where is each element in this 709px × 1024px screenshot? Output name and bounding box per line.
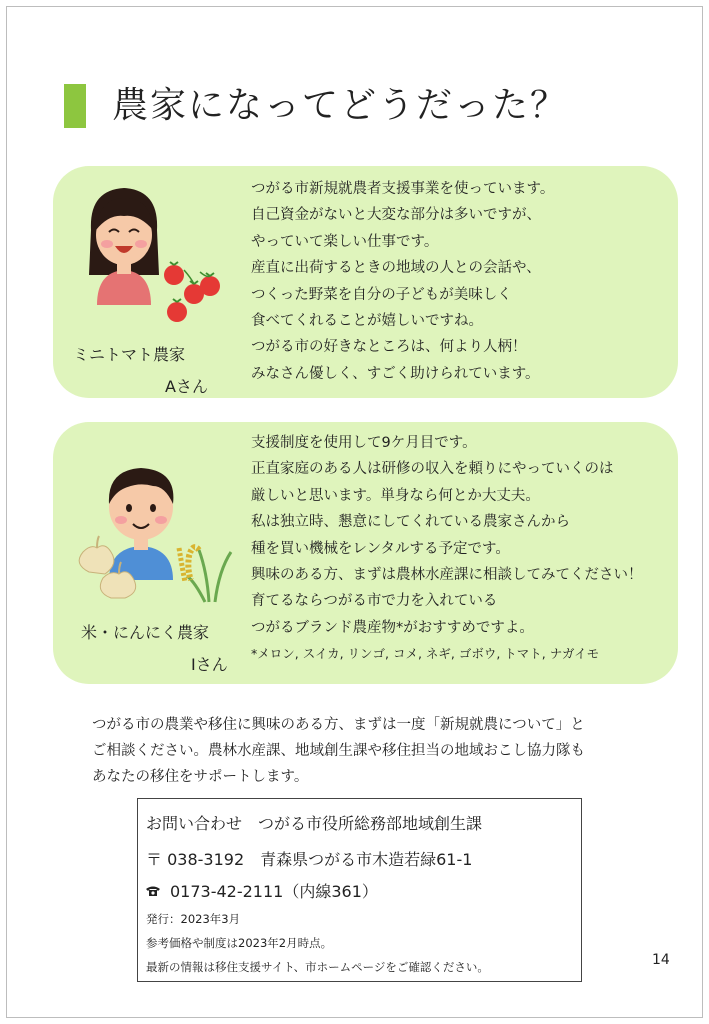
testimonial-line: 種を買い機械をレンタルする予定です。 — [251, 540, 510, 557]
issued-date: 発行：2023年3月 — [146, 912, 241, 926]
woman-farmer-illustration — [79, 180, 229, 330]
testimonial-line: やっていて楽しい仕事です。 — [251, 233, 439, 250]
intro-line: つがる市の農業や移住に興味のある方、まずは一度「新規就農について」と — [92, 717, 585, 733]
testimonial-line: 食べてくれることが嬉しいですね。 — [251, 313, 483, 330]
phone-icon — [146, 885, 160, 897]
testimonial-card-i — [53, 422, 678, 684]
page-title: 農家になってどうだった？ — [112, 85, 569, 126]
title-accent-bar — [64, 84, 86, 128]
rice-plant-icon — [179, 547, 231, 602]
page-number: 14 — [652, 952, 670, 968]
testimonial-line: つがる市の好きなところは、何より人柄！ — [251, 339, 527, 356]
reference-note: 参考価格や制度は2023年2月時点。 — [146, 936, 333, 950]
farmer-i-name: Iさん — [191, 655, 228, 674]
brand-products-note: *メロン, スイカ, リンゴ, コメ, ネギ, ゴボウ, トマト, ナガイモ — [251, 646, 600, 661]
testimonial-line: みなさん優しく、すごく助けられています。 — [251, 365, 540, 382]
testimonial-line: 産直に出荷するときの地域の人との会話や、 — [251, 260, 541, 277]
testimonial-line: 自己資金がないと大変な部分は多いですが、 — [251, 207, 541, 224]
testimonial-card-a — [53, 166, 678, 398]
farmer-a-name: Aさん — [165, 377, 208, 396]
latest-info-note: 最新の情報は移住支援サイト、市ホームページをご確認ください。 — [146, 960, 489, 974]
intro-line: ご相談ください。農林水産課、地域創生課や移住担当の地域おこし協力隊も — [92, 743, 585, 759]
contact-title: お問い合わせ つがる市役所総務部地域創生課 — [146, 814, 483, 833]
testimonial-line: 正直家庭のある人は研修の収入を頼りにやっていくのは — [251, 461, 614, 478]
testimonial-line: 私は独立時、懇意にしてくれている農家さんから — [251, 514, 570, 531]
intro-paragraph — [92, 712, 585, 790]
testimonial-i-text — [251, 430, 643, 641]
contact-address: 〒 038-3192 青森県つがる市木造若緑61-1 — [146, 850, 473, 869]
farmer-a-type: ミニトマト農家 — [73, 345, 186, 364]
testimonial-line: 支援制度を使用して9ケ月目です。 — [251, 435, 477, 451]
farmer-i-type: 米・にんにく農家 — [81, 623, 210, 642]
testimonial-line: 興味のある方、まずは農林水産課に相談してみてください！ — [251, 567, 643, 584]
man-farmer-illustration — [69, 452, 239, 612]
testimonial-line: つくった野菜を自分の子どもが美味しく — [251, 286, 512, 303]
contact-box — [137, 798, 582, 982]
testimonial-line: つがるブランド農産物*がおすすめですよ。 — [251, 619, 534, 636]
intro-line: あなたの移住をサポートします。 — [92, 769, 309, 785]
testimonial-line: つがる市新規就農者支援事業を使っています。 — [251, 181, 555, 197]
tomato-icon — [164, 262, 220, 322]
testimonial-a-text — [251, 176, 554, 387]
contact-phone-number: 0173-42-2111（内線361） — [170, 882, 378, 901]
testimonial-line: 厳しいと思います。単身なら何とか大丈夫。 — [251, 487, 540, 504]
contact-phone — [146, 879, 378, 902]
testimonial-line: 育てるならつがる市で力を入れている — [251, 593, 498, 610]
